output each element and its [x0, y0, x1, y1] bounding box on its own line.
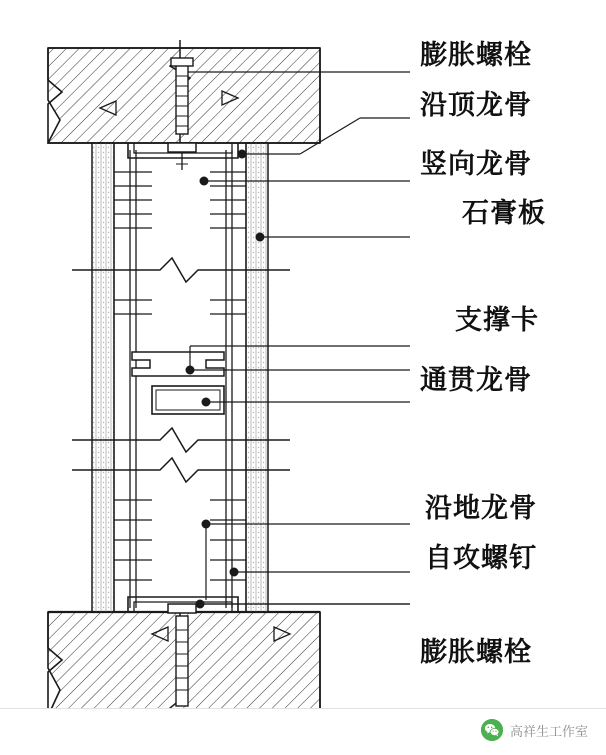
wechat-icon — [481, 719, 503, 741]
label-expansion-bolt-bottom: 膨胀螺栓 — [420, 637, 532, 668]
gypsum-board-left — [92, 143, 114, 612]
dot-vertical-stud — [200, 177, 209, 186]
continuous-runner-symbol — [152, 386, 224, 414]
label-continuous-runner: 通贯龙骨 — [420, 365, 532, 396]
gypsum-board-right — [246, 143, 268, 612]
label-support-clip: 支撑卡 — [455, 305, 539, 336]
label-floor-track: 沿地龙骨 — [425, 493, 537, 524]
dot-top-track — [238, 150, 247, 159]
label-self-tapping-screw: 自攻螺钉 — [425, 543, 537, 574]
leader-lines — [188, 72, 410, 604]
vertical-stud-lines — [130, 150, 232, 608]
label-vertical-stud: 竖向龙骨 — [420, 149, 532, 180]
dot-self-tapping-screw — [230, 568, 239, 577]
dot-expansion-bolt-bottom — [196, 600, 205, 609]
dot-floor-track — [202, 520, 211, 529]
support-clip-symbol — [132, 352, 224, 376]
dot-continuous-runner — [202, 398, 211, 407]
dot-gypsum-board — [256, 233, 265, 242]
label-gypsum-board: 石膏板 — [462, 198, 546, 229]
footer-studio-name: 高祥生工作室 — [509, 724, 588, 740]
label-expansion-bolt-top: 膨胀螺栓 — [420, 40, 532, 71]
label-top-track: 沿顶龙骨 — [420, 90, 532, 121]
footer-bar — [0, 708, 606, 755]
